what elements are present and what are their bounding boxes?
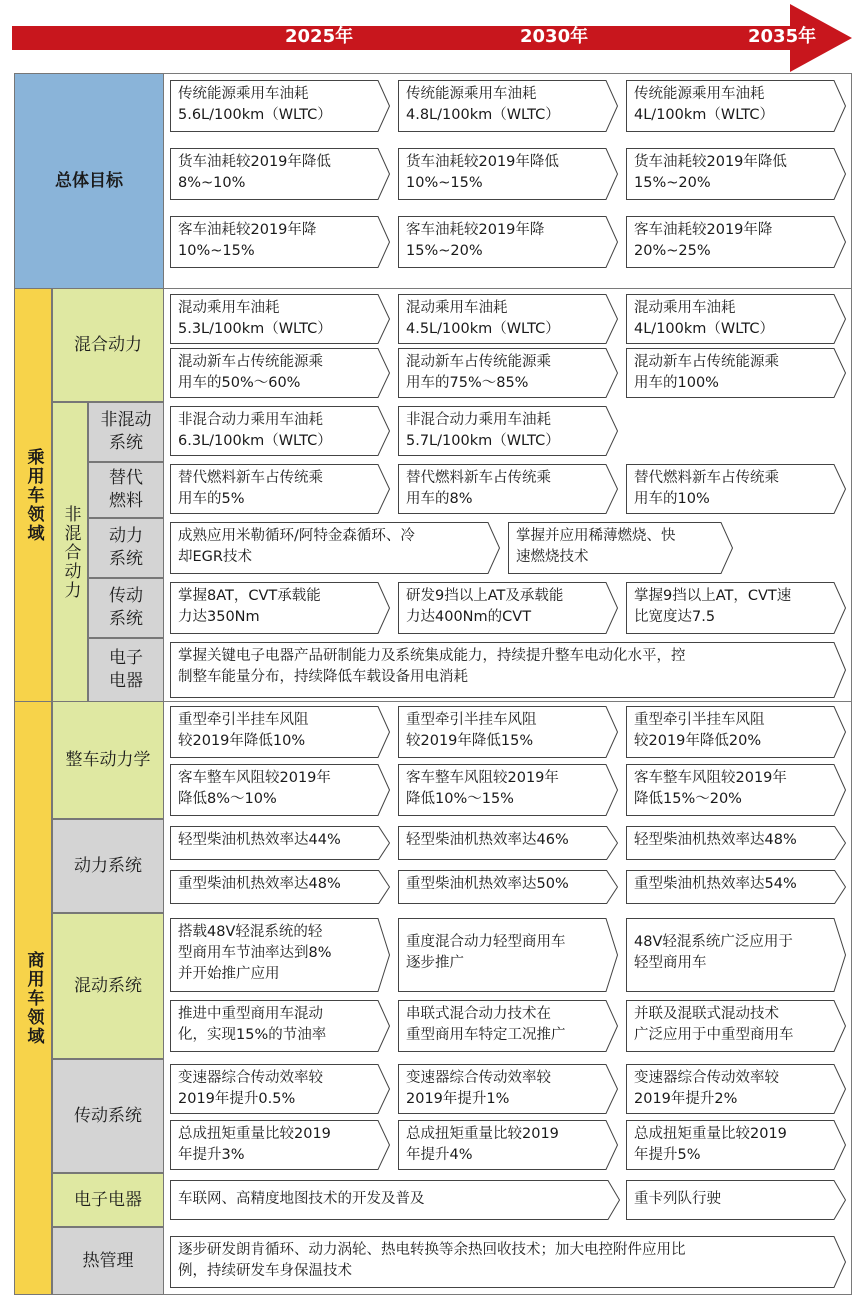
hybrid-passenger-fuel-2035: 混动乘用车油耗 4L/100km（WLTC） (626, 294, 846, 344)
torque-weight-2030: 总成扭矩重量比较2019 年提升4% (398, 1120, 618, 1170)
goal-bus-fuel-2030: 客车油耗较2019年降 15%~20% (398, 216, 618, 268)
hybrid-share-2025: 混动新车占传统能源乘 用车的50%～60% (170, 348, 390, 398)
passenger-hybrid-label: 混合动力 (52, 288, 164, 402)
connected-vehicle: 车联网、高精度地图技术的开发及普及 (170, 1180, 620, 1220)
passenger-nonhybrid-label: 非混合动力 (52, 402, 88, 702)
trans-efficiency-2035: 变速器综合传动效率较 2019年提升2% (626, 1064, 846, 1114)
commercial-electronics-label: 电子电器 (52, 1173, 164, 1227)
truck-platooning: 重卡列队行驶 (626, 1180, 846, 1220)
passenger-electronics-label: 电子 电器 (88, 638, 164, 702)
alt-fuel-share-2025: 替代燃料新车占传统乘 用车的5% (170, 464, 390, 514)
commercial-transmission-label: 传动系统 (52, 1059, 164, 1173)
passenger-power-system-label: 动力 系统 (88, 518, 164, 578)
heavy-diesel-2025: 重型柴油机热效率达48% (170, 870, 390, 904)
timeline-arrow (0, 0, 867, 78)
goal-truck-fuel-2035: 货车油耗较2019年降低 15%~20% (626, 148, 846, 200)
bus-drag-2025: 客车整车风阻较2019年 降低8%～10% (170, 764, 390, 816)
commercial-hybrid-2025: 搭载48V轻混系统的轻 型商用车节油率达到8% 并开始推广应用 (170, 918, 390, 992)
nonhybrid-fuel-2030: 非混合动力乘用车油耗 5.7L/100km（WLTC） (398, 406, 618, 456)
goal-passenger-fuel-2025: 传统能源乘用车油耗 5.6L/100km（WLTC） (170, 80, 390, 132)
commercial-hybrid-2035: 48V轻混系统广泛应用于 轻型商用车 (626, 918, 846, 992)
heavy-hybrid-2025: 推进中重型商用车混动 化，实现15%的节油率 (170, 1000, 390, 1052)
heavy-diesel-2030: 重型柴油机热效率达50% (398, 870, 618, 904)
truck-drag-2035: 重型牵引半挂车风阻 较2019年降低20% (626, 706, 846, 758)
goal-truck-fuel-2025: 货车油耗较2019年降低 8%~10% (170, 148, 390, 200)
passenger-nonhybrid-system-label: 非混动 系统 (88, 402, 164, 462)
timeline-arrow-shape (0, 0, 867, 78)
hybrid-share-2035: 混动新车占传统能源乘 用车的100% (626, 348, 846, 398)
torque-weight-2035: 总成扭矩重量比较2019 年提升5% (626, 1120, 846, 1170)
light-diesel-2035: 轻型柴油机热效率达48% (626, 826, 846, 860)
commercial-power-system-label: 动力系统 (52, 819, 164, 913)
alt-fuel-share-2030: 替代燃料新车占传统乘 用车的8% (398, 464, 618, 514)
passenger-alt-fuel-label: 替代 燃料 (88, 462, 164, 518)
commercial-hybrid-2030: 重度混合动力轻型商用车 逐步推广 (398, 918, 618, 992)
trans-passenger-2035: 掌握9挡以上AT，CVT速 比宽度达7.5 (626, 582, 846, 634)
power-lean-burn: 掌握并应用稀薄燃烧、快 速燃烧技术 (508, 522, 733, 574)
bus-drag-2035: 客车整车风阻较2019年 降低15%～20% (626, 764, 846, 816)
heavy-hybrid-2035: 并联及混联式混动技术 广泛应用于中重型商用车 (626, 1000, 846, 1052)
passenger-domain-label: 乘用车领域 (14, 288, 52, 702)
goal-truck-fuel-2030: 货车油耗较2019年降低 10%~15% (398, 148, 618, 200)
hybrid-passenger-fuel-2025: 混动乘用车油耗 5.3L/100km（WLTC） (170, 294, 390, 344)
bus-drag-2030: 客车整车风阻较2019年 降低10%～15% (398, 764, 618, 816)
torque-weight-2025: 总成扭矩重量比较2019 年提升3% (170, 1120, 390, 1170)
trans-efficiency-2025: 变速器综合传动效率较 2019年提升0.5% (170, 1064, 390, 1114)
power-miller-atkinson: 成熟应用米勒循环/阿特金森循环、冷 却EGR技术 (170, 522, 500, 574)
trans-passenger-2025: 掌握8AT，CVT承载能 力达350Nm (170, 582, 390, 634)
timeline-year-2035: 2035年 (748, 26, 817, 47)
goal-passenger-fuel-2030: 传统能源乘用车油耗 4.8L/100km（WLTC） (398, 80, 618, 132)
trans-passenger-2030: 研发9挡以上AT及承载能 力达400Nm的CVT (398, 582, 618, 634)
commercial-hybrid-system-label: 混动系统 (52, 913, 164, 1059)
truck-drag-2025: 重型牵引半挂车风阻 较2019年降低10% (170, 706, 390, 758)
heavy-hybrid-2030: 串联式混合动力技术在 重型商用车特定工况推广 (398, 1000, 618, 1052)
light-diesel-2025: 轻型柴油机热效率达44% (170, 826, 390, 860)
timeline-year-2025: 2025年 (285, 26, 354, 47)
goal-bus-fuel-2035: 客车油耗较2019年降 20%~25% (626, 216, 846, 268)
overall-goals-label: 总体目标 (14, 73, 164, 289)
timeline-year-2030: 2030年 (520, 26, 589, 47)
thermal-management: 逐步研发朗肯循环、动力涡轮、热电转换等余热回收技术；加大电控附件应用比 例，持续研发车身保温技术 (170, 1236, 846, 1288)
light-diesel-2030: 轻型柴油机热效率达46% (398, 826, 618, 860)
commercial-thermal-label: 热管理 (52, 1227, 164, 1295)
goal-passenger-fuel-2035: 传统能源乘用车油耗 4L/100km（WLTC） (626, 80, 846, 132)
commercial-domain-label: 商用车领域 (14, 701, 52, 1295)
electronics-passenger: 掌握关键电子电器产品研制能力及系统集成能力，持续提升整车电动化水平，控 制整车能量分布，持续降低车载设备用电消耗 (170, 642, 846, 698)
commercial-dynamics-label: 整车动力学 (52, 701, 164, 819)
hybrid-share-2030: 混动新车占传统能源乘 用车的75%～85% (398, 348, 618, 398)
nonhybrid-fuel-2025: 非混合动力乘用车油耗 6.3L/100km（WLTC） (170, 406, 390, 456)
alt-fuel-share-2035: 替代燃料新车占传统乘 用车的10% (626, 464, 846, 514)
heavy-diesel-2035: 重型柴油机热效率达54% (626, 870, 846, 904)
passenger-transmission-label: 传动 系统 (88, 578, 164, 638)
trans-efficiency-2030: 变速器综合传动效率较 2019年提升1% (398, 1064, 618, 1114)
goal-bus-fuel-2025: 客车油耗较2019年降 10%~15% (170, 216, 390, 268)
hybrid-passenger-fuel-2030: 混动乘用车油耗 4.5L/100km（WLTC） (398, 294, 618, 344)
truck-drag-2030: 重型牵引半挂车风阻 较2019年降低15% (398, 706, 618, 758)
